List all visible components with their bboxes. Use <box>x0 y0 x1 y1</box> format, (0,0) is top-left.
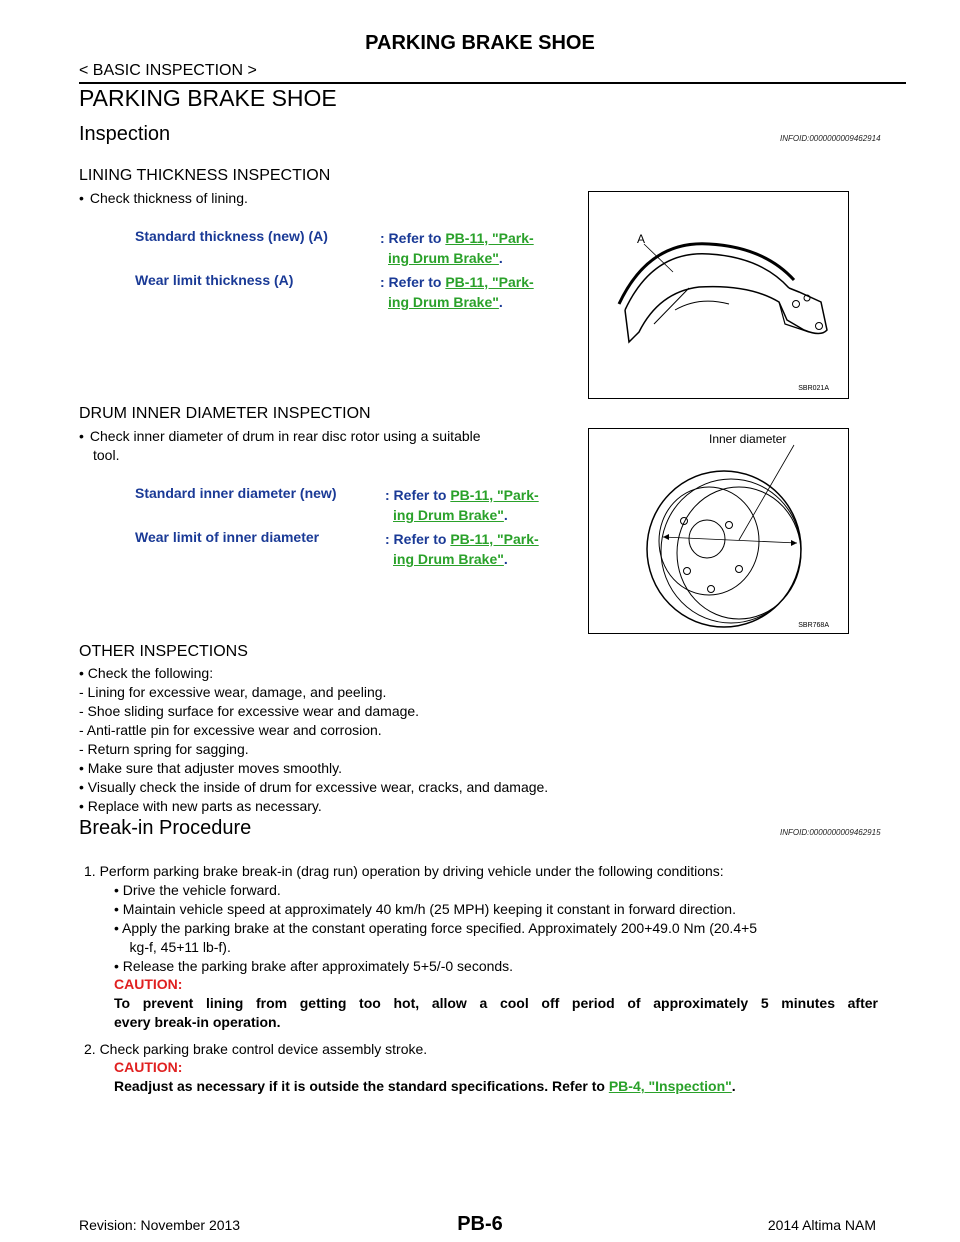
list-item: • Release the parking brake after approximately 5+5/-0 seconds. <box>114 958 514 974</box>
link-pb11-wear-limit-inner-diameter-cont[interactable]: ing Drum Brake" <box>393 551 504 567</box>
list-item: • Replace with new parts as necessary. <box>79 798 322 814</box>
spec-wear-limit-inner-diameter-ref: : Refer to PB-11, "Park- ing Drum Brake". <box>385 531 539 567</box>
breadcrumb: < BASIC INSPECTION > <box>79 62 257 79</box>
spec-standard-thickness-ref: : Refer to PB-11, "Park- ing Drum Brake". <box>380 230 534 266</box>
heading-other-inspections: OTHER INSPECTIONS <box>79 643 248 660</box>
list-item: kg-f, 45+11 lb-f). <box>114 939 231 955</box>
link-pb11-standard-inner-diameter[interactable]: PB-11, "Park- <box>450 487 539 503</box>
step-1-conditions <box>114 881 757 976</box>
drum-illustration <box>589 429 848 633</box>
link-pb4-inspection[interactable]: PB-4, "Inspection" <box>608 1078 732 1094</box>
list-item: • Visually check the inside of drum for excessive wear, cracks, and damage. <box>79 779 549 795</box>
figure-code-sbr021a: SBR021A <box>798 385 829 392</box>
page-number: PB-6 <box>457 1213 503 1235</box>
brake-shoe-illustration <box>589 192 848 398</box>
caution-text-1-line1: To prevent lining from getting too hot, allow a cool off period of approximately 5 minutes after <box>114 995 878 1011</box>
section-title-inspection: Inspection <box>79 123 171 145</box>
link-pb11-wear-limit-thickness-cont[interactable]: ing Drum Brake" <box>388 294 499 310</box>
step-1: 1. Perform parking brake break-in (drag run) operation by driving vehicle under the following conditions: <box>84 863 724 879</box>
footer-revision: Revision: November 2013 <box>79 1217 241 1233</box>
spec-wear-limit-thickness-label: Wear limit thickness (A) <box>135 272 294 288</box>
list-item: • Make sure that adjuster moves smoothly. <box>79 760 342 776</box>
link-pb11-standard-thickness[interactable]: PB-11, "Park- <box>445 230 534 246</box>
figure-code-sbr768a: SBR768A <box>798 622 829 629</box>
infoid-inspection: INFOID:0000000009462914 <box>780 134 881 143</box>
list-item: • Drive the vehicle forward. <box>114 882 281 898</box>
figure-drum <box>588 428 849 634</box>
list-item: - Anti-rattle pin for excessive wear and corrosion. <box>79 722 382 738</box>
section-title-break-in: Break-in Procedure <box>79 817 252 839</box>
other-inspections-list <box>79 664 548 816</box>
bullet-check-inner-diameter: • Check inner diameter of drum in rear disc rotor using a suitable tool. <box>79 427 577 465</box>
spec-wear-limit-inner-diameter-label: Wear limit of inner diameter <box>135 529 320 545</box>
spec-standard-inner-diameter-ref: : Refer to PB-11, "Park- ing Drum Brake". <box>385 487 539 523</box>
list-item: • Check the following: <box>79 665 214 681</box>
heading-drum-inner-diameter: DRUM INNER DIAMETER INSPECTION <box>79 405 371 422</box>
link-pb11-standard-thickness-cont[interactable]: ing Drum Brake" <box>388 250 499 266</box>
link-pb11-wear-limit-thickness[interactable]: PB-11, "Park- <box>445 274 534 290</box>
link-pb11-wear-limit-inner-diameter[interactable]: PB-11, "Park- <box>450 531 539 547</box>
list-item: - Lining for excessive wear, damage, and peeling. <box>79 684 387 700</box>
figure-label-a: A <box>637 232 646 246</box>
list-item: • Maintain vehicle speed at approximately 40 km/h (25 MPH) keeping it constant in forward direction. <box>114 901 736 917</box>
caution-label-1: CAUTION: <box>114 976 183 992</box>
list-item: • Apply the parking brake at the constant operating force specified. Approximately 200+49.0 Nm (20.4+5 <box>114 920 758 936</box>
list-item: - Return spring for sagging. <box>79 741 249 757</box>
step-2: 2. Check parking brake control device assembly stroke. <box>84 1041 428 1057</box>
infoid-break-in: INFOID:0000000009462915 <box>780 828 881 837</box>
link-pb11-standard-inner-diameter-cont[interactable]: ing Drum Brake" <box>393 507 504 523</box>
bullet-check-thickness: • Check thickness of lining. <box>79 189 248 208</box>
page-title: PARKING BRAKE SHOE <box>79 85 337 111</box>
running-header-title: PARKING BRAKE SHOE <box>365 32 595 54</box>
spec-standard-inner-diameter-label: Standard inner diameter (new) <box>135 485 337 501</box>
spec-standard-thickness-label: Standard thickness (new) (A) <box>135 228 328 244</box>
spec-wear-limit-thickness-ref: : Refer to PB-11, "Park- ing Drum Brake". <box>380 274 534 310</box>
header-rule <box>79 82 906 84</box>
heading-lining-thickness: LINING THICKNESS INSPECTION <box>79 167 331 184</box>
figure-brake-shoe <box>588 191 849 399</box>
caution-text-2: Readjust as necessary if it is outside the standard specifications. Refer to PB-4, "Inspection". <box>114 1078 736 1094</box>
caution-label-2: CAUTION: <box>114 1059 183 1075</box>
figure-label-inner-diameter: Inner diameter <box>709 432 787 446</box>
caution-text-1-line2: every break-in operation. <box>114 1014 281 1030</box>
footer-model: 2014 Altima NAM <box>767 1217 876 1233</box>
list-item: - Shoe sliding surface for excessive wear and damage. <box>79 703 420 719</box>
